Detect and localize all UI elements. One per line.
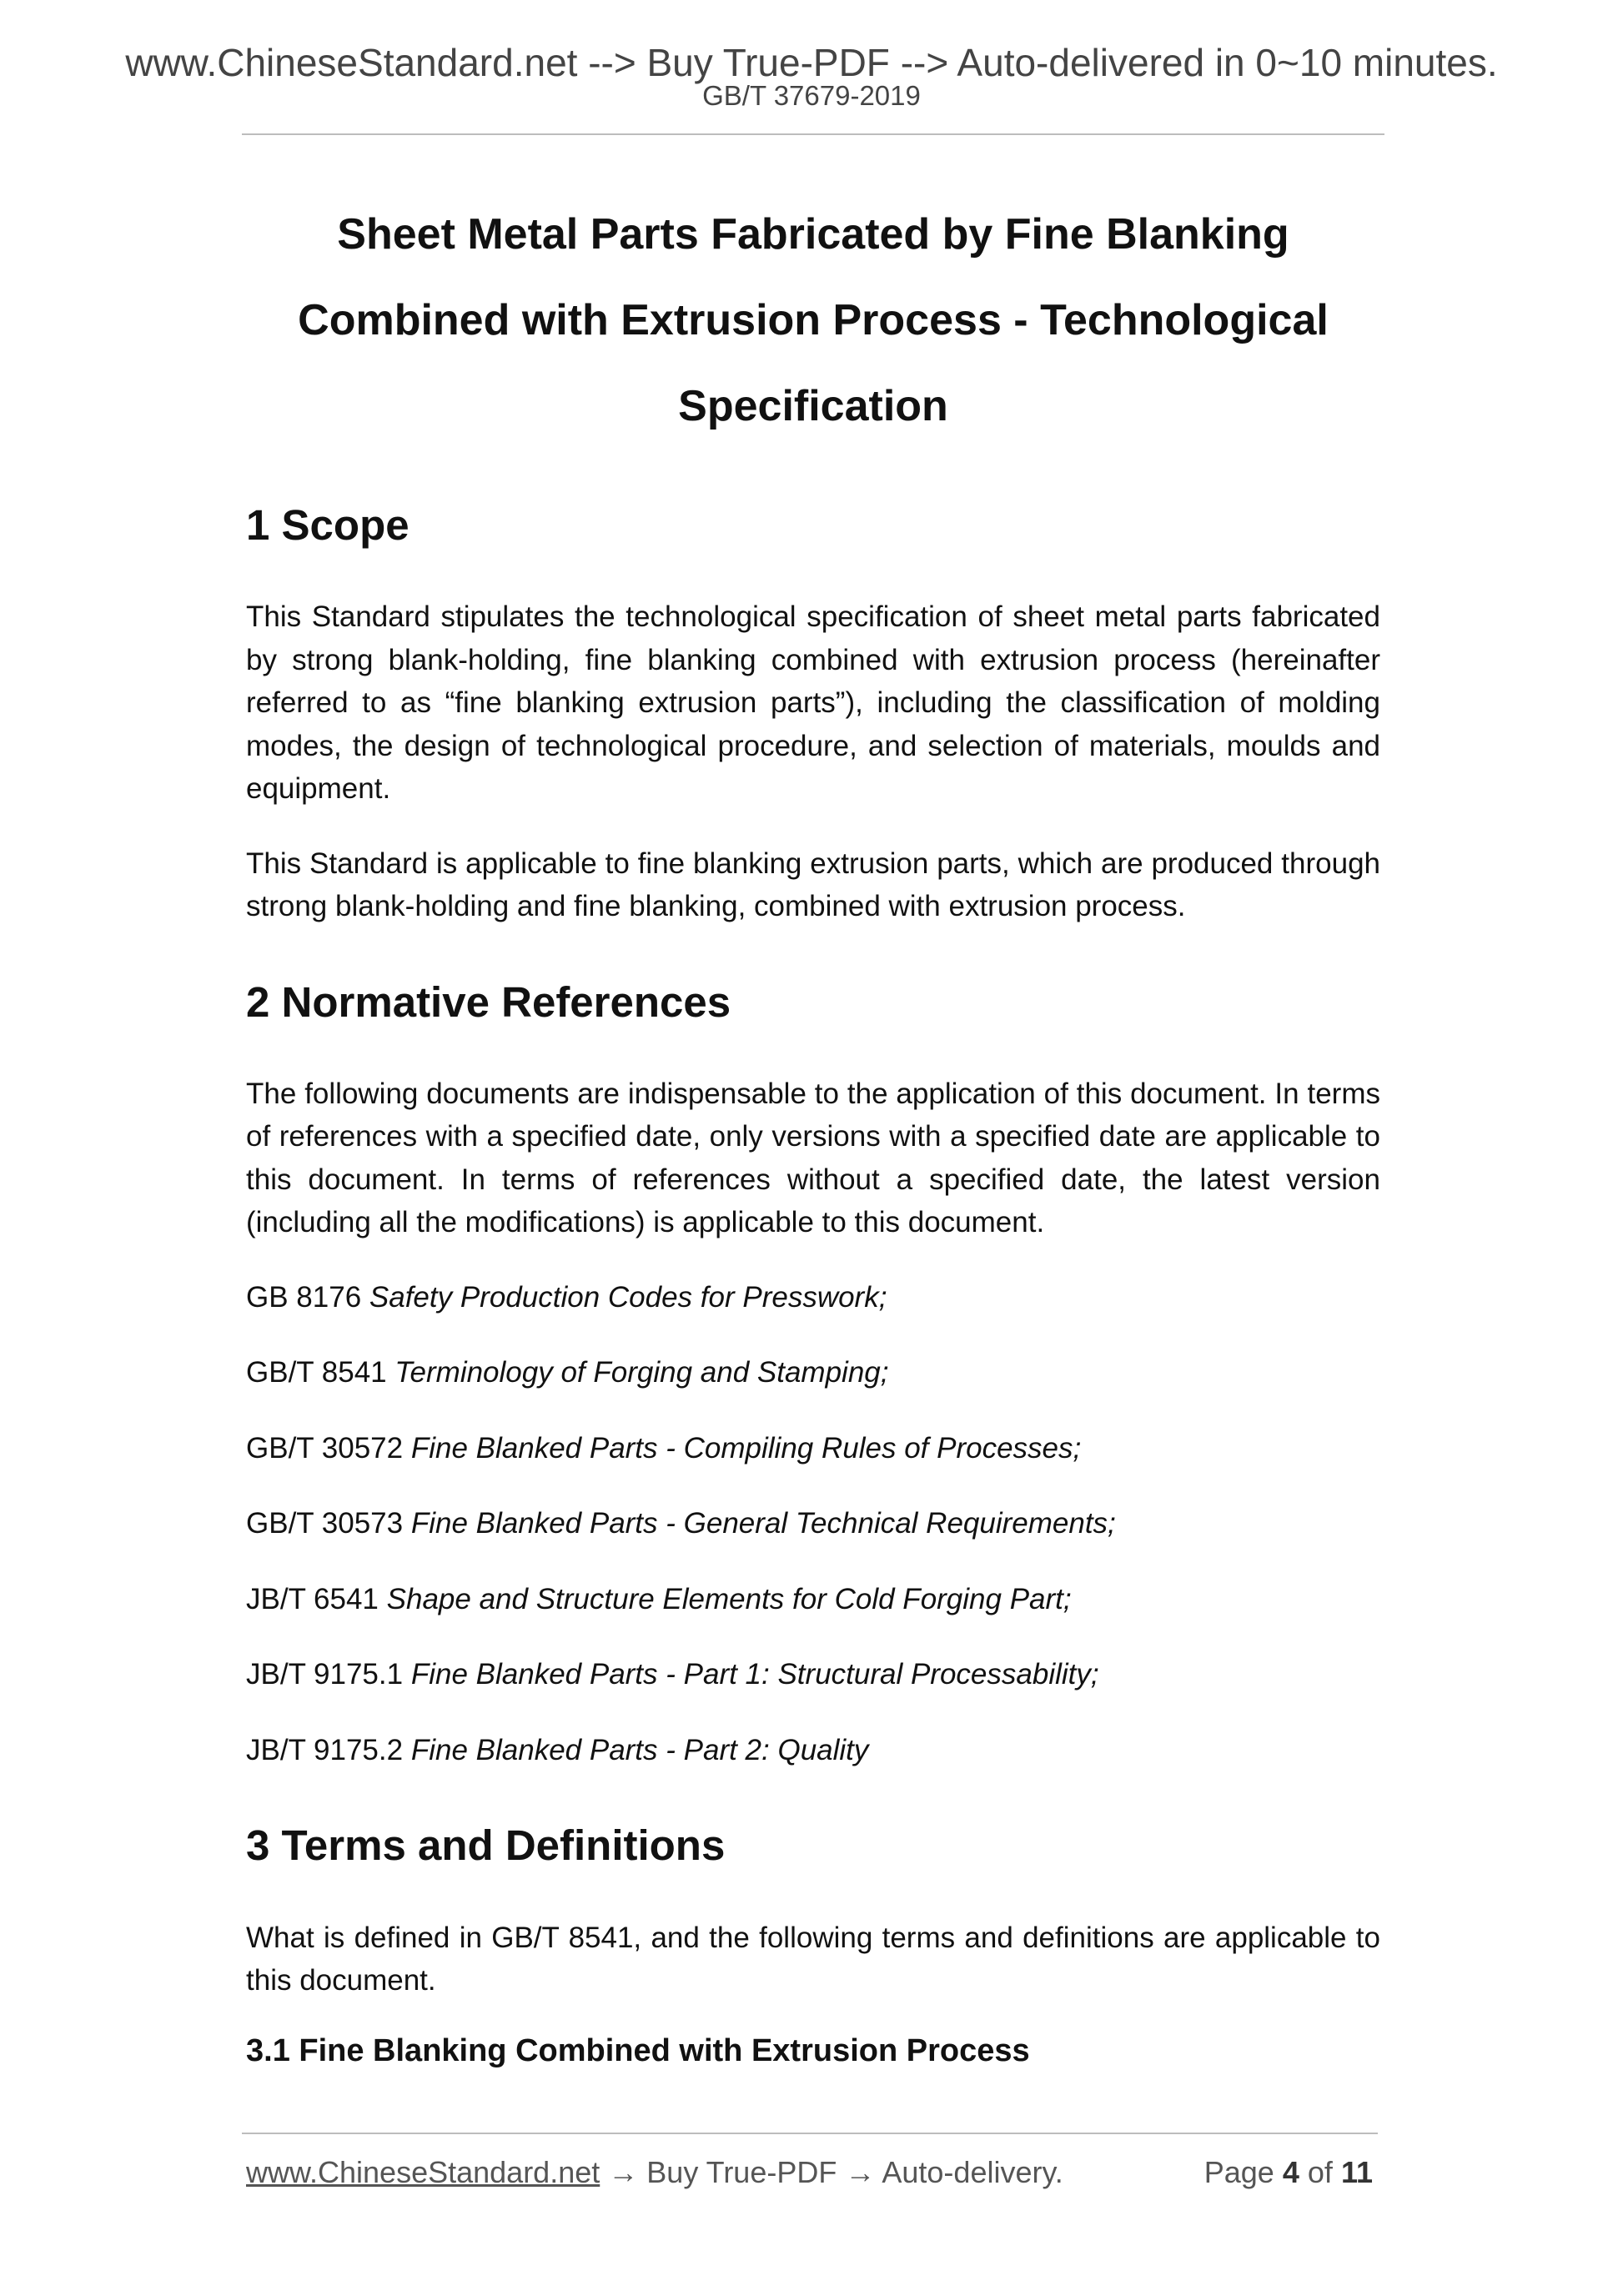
reference-item: [246, 1653, 1380, 1696]
reference-code: JB/T 9175.1: [246, 1658, 404, 1691]
arrow-right-icon: →: [845, 2155, 876, 2189]
reference-title: Fine Blanked Parts - Compiling Rules of Processes;: [410, 1431, 1082, 1465]
reference-item: [246, 1578, 1380, 1621]
site-link[interactable]: www.ChineseStandard.net: [246, 2155, 600, 2189]
reference-title: Terminology of Forging and Stamping;: [394, 1356, 889, 1389]
reference-code: GB/T 30573: [246, 1507, 404, 1540]
page-total: 11: [1340, 2155, 1373, 2189]
section-heading-scope: 1 Scope: [246, 501, 410, 549]
scope-paragraph: This Standard stipulates the technological specification of sheet metal parts fabricated by strong blank-holding, fine blanking combined with extrusion process (hereinafter referred to as “fine blanking extrusion parts”), including the classification of molding modes, the design of technological procedure, and selection of materials, moulds and equipment.: [246, 600, 1380, 806]
reference-code: JB/T 9175.2: [246, 1733, 404, 1766]
reference-title: Fine Blanked Parts - General Technical Requirements;: [410, 1507, 1116, 1540]
subsection-heading: 3.1 Fine Blanking Combined with Extrusion Process: [246, 2032, 1030, 2068]
reference-title: Fine Blanked Parts - Part 2: Quality: [410, 1733, 869, 1766]
title-line: Specification: [678, 382, 948, 430]
page-current: 4: [1282, 2155, 1299, 2189]
document-title: [246, 192, 1380, 450]
buy-text: Buy True-PDF: [646, 2155, 837, 2189]
scope-paragraph: This Standard is applicable to fine blanking extrusion parts, which are produced through strong blank-holding and fine blanking, combined with extrusion process.: [246, 847, 1380, 923]
reference-code: GB/T 30572: [246, 1431, 404, 1465]
reference-code: GB 8176: [246, 1280, 362, 1314]
arrow-right-icon: →: [608, 2155, 639, 2189]
reference-item: [246, 1351, 1380, 1394]
standard-code: GB/T 37679-2019: [702, 80, 921, 111]
page-of-label: of: [1307, 2155, 1333, 2189]
reference-code: JB/T 6541: [246, 1582, 379, 1615]
footer-promo: [246, 2154, 1063, 2190]
reference-item: [246, 1427, 1380, 1470]
title-line: Sheet Metal Parts Fabricated by Fine Blanking: [337, 210, 1289, 259]
section-heading-terms-definitions: 3 Terms and Definitions: [246, 1821, 726, 1870]
page-label: Page: [1203, 2155, 1274, 2189]
reference-item: [246, 1729, 1380, 1772]
reference-code: GB/T 8541: [246, 1356, 387, 1389]
source-banner: www.ChineseStandard.net --> Buy True-PDF --> Auto-delivered in 0~10 minutes.: [125, 41, 1498, 84]
reference-title: Safety Production Codes for Presswork;: [369, 1280, 887, 1314]
section-heading-normative-references: 2 Normative References: [246, 977, 731, 1026]
reference-item: [246, 1502, 1380, 1545]
references-intro: The following documents are indispensable to the application of this document. In terms of references with a specified date, only versions with a specified date are applicable to this document. In terms of references without a specified date, the latest version (including all the modifications) is applicable to this document.: [246, 1077, 1380, 1239]
reference-item: [246, 1276, 1380, 1319]
delivery-text: Auto-delivery.: [882, 2155, 1063, 2189]
page-content: [246, 192, 1380, 2070]
reference-title: Shape and Structure Elements for Cold Forging Part;: [386, 1582, 1072, 1615]
title-line: Combined with Extrusion Process - Technological: [298, 296, 1329, 344]
page-number: [1204, 2154, 1373, 2190]
header-divider: [242, 133, 1384, 135]
footer-divider: [242, 2133, 1378, 2134]
reference-title: Fine Blanked Parts - Part 1: Structural Processability;: [410, 1658, 1099, 1691]
terms-intro: What is defined in GB/T 8541, and the following terms and definitions are applicable to this document.: [246, 1921, 1380, 1997]
